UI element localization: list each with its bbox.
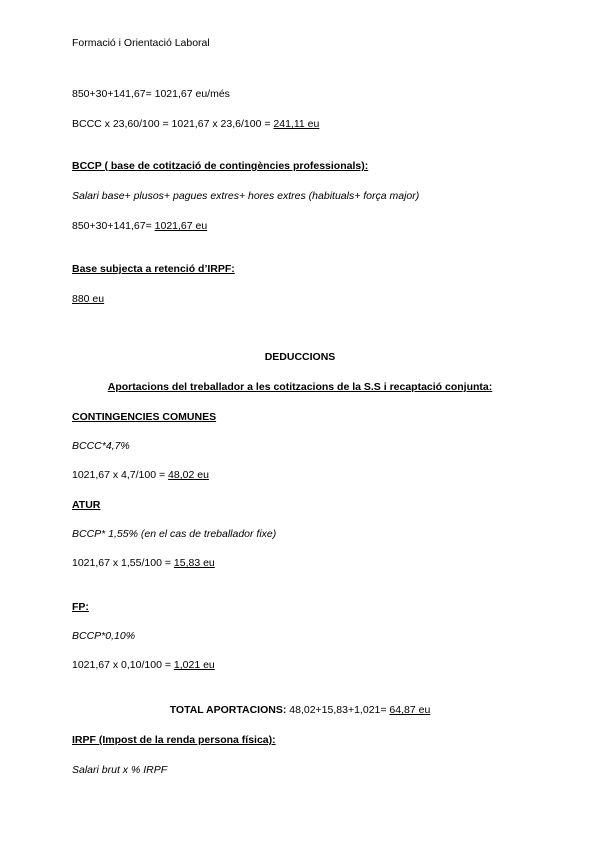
bccc-calc-line: [72, 117, 319, 131]
aportacions-heading: Aportacions del treballador a les cotitzacions de la S.S i recaptació conjunta:: [107, 381, 493, 393]
cc-calc-prefix: 1021,67 x 4,7/100 =: [72, 469, 169, 481]
bccc-calc-prefix: BCCC x 23,60/100 = 1021,67 x 23,6/100 =: [72, 118, 274, 130]
irpf-base-value: 880 eu: [72, 293, 105, 305]
irpf-heading: IRPF (Impost de la renda persona física):: [72, 734, 276, 746]
bccp-sum-line: [72, 219, 207, 233]
fp-calc-result: 1,021 eu: [173, 659, 215, 671]
atur-formula: BCCP* 1,55% (en el cas de treballador fixe): [72, 528, 277, 540]
irpf-base-heading: Base subjecta a retenció d’IRPF:: [72, 263, 235, 275]
total-aportacions-result: 64,87 eu: [389, 704, 431, 716]
fp-heading: FP:: [72, 601, 89, 613]
fp-calc-prefix: 1021,67 x 0,10/100 =: [72, 659, 174, 671]
irpf-formula: Salari brut x % IRPF: [72, 764, 168, 776]
fp-calc: [72, 658, 215, 672]
bccc-calc-result: 241,11 eu: [273, 118, 320, 130]
bccp-sum-prefix: 850+30+141,67=: [72, 220, 155, 232]
contingencies-comunes-heading: CONTINGENCIES COMUNES: [72, 411, 217, 423]
cc-calc-result: 48,02 eu: [168, 469, 209, 481]
bccc-sum-line: 850+30+141,67= 1021,67 eu/més: [72, 88, 230, 100]
deduccions-heading: DEDUCCIONS: [264, 351, 336, 363]
bccp-sum-result: 1021,67 eu: [154, 220, 208, 232]
bccp-heading: BCCP ( base de cotització de contingències professionals):: [72, 160, 369, 172]
total-aportacions-line: [0, 703, 600, 717]
fp-formula: BCCP*0,10%: [72, 630, 136, 642]
page-header: Formació i Orientació Laboral: [72, 37, 210, 49]
atur-calc-prefix: 1021,67 x 1,55/100 =: [72, 557, 174, 569]
contingencies-comunes-calc: [72, 468, 209, 482]
atur-calc-result: 15,83 eu: [173, 557, 215, 569]
contingencies-comunes-formula: BCCC*4,7%: [72, 440, 130, 452]
atur-calc: [72, 556, 215, 570]
total-aportacions-label: TOTAL APORTACIONS:: [169, 704, 287, 716]
bccp-formula: Salari base+ plusos+ pagues extres+ hores extres (habituals+ força major): [72, 190, 420, 202]
total-aportacions-sum: 48,02+15,83+1,021=: [286, 704, 390, 716]
atur-heading: ATUR: [72, 499, 101, 511]
